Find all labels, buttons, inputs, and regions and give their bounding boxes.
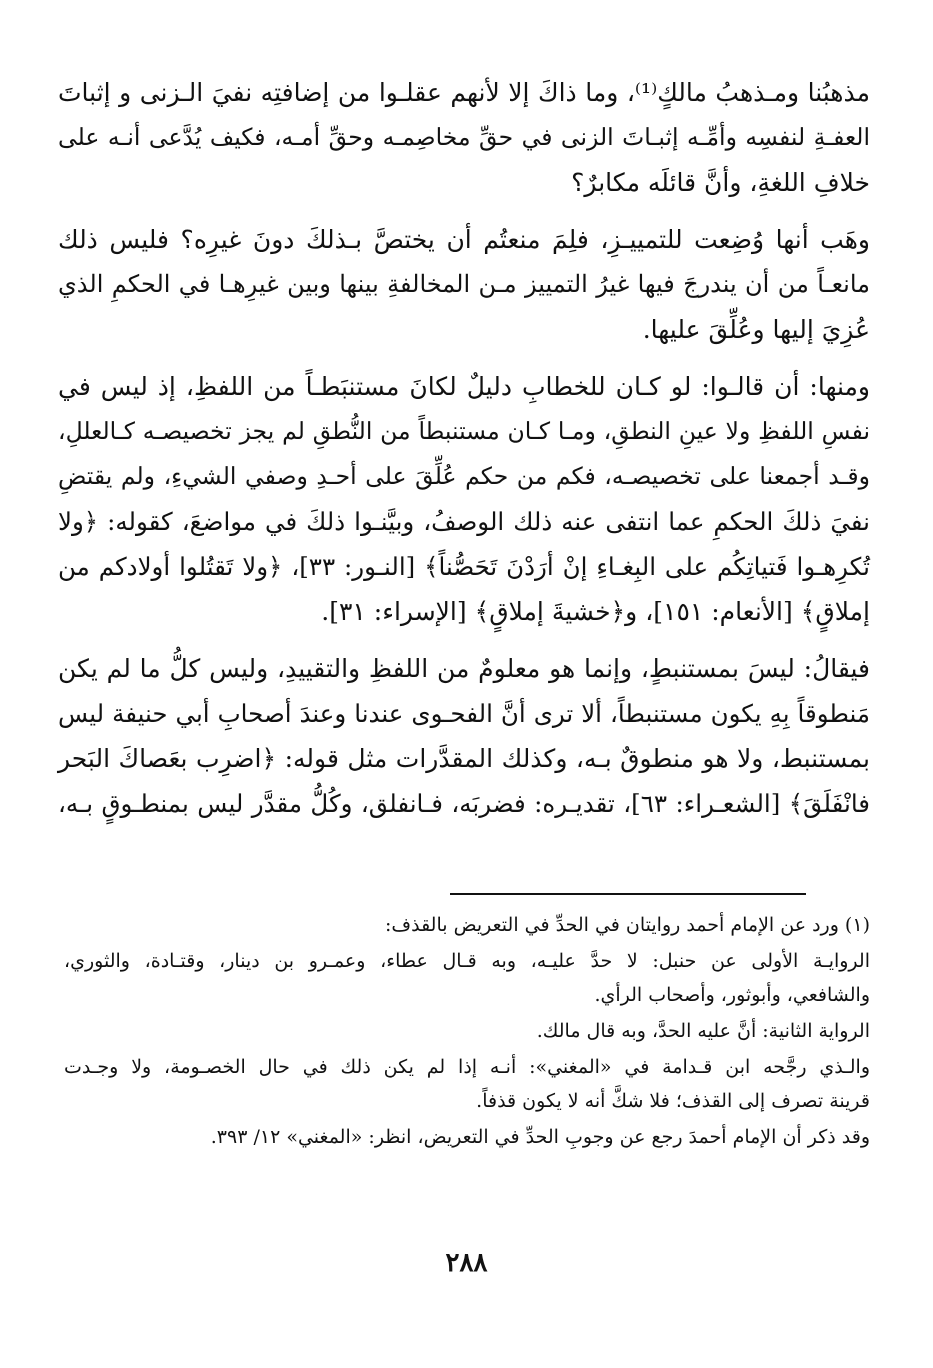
text-line: مَنطوقاً بِهِ يكون مستنبطاً، ألا ترى أنَّ الفحـوى عندنا وعندَ أصحابِ أبي حنيفة ليس bbox=[58, 699, 870, 728]
text-line: وقـد أجمعنا على تخصيصـه، فكم من حكم عُلِّقَ على أحـدِ وصفي الشيءِ، ولم يقتضِ bbox=[58, 462, 870, 490]
footnote-line: والـذي رجَّحه ابن قـدامة في «المغني»: أنـه إذا لم يكن ذلك في حال الخصـومة، ولا وجـدت bbox=[64, 1056, 870, 1078]
page-number: ٢٨٨ bbox=[445, 1248, 488, 1278]
text-line: ومنها: أن قالـوا: لو كـان للخطابِ دليلٌ لكانَ مستنبَطـاً من اللفظِ، إذ ليس في bbox=[58, 372, 870, 401]
footnote-separator bbox=[450, 893, 806, 895]
footnote-line: وقد ذكر أن الإمام أحمدَ رجع عن وجوبِ الحدِّ في التعريض، انظر: «المغني» ١٢/ ٣٩٣. bbox=[210, 1126, 870, 1148]
text-line: خلافِ اللغةِ، وأنَّ قائلَه مكابرٌ؟ bbox=[571, 168, 870, 197]
text-line: مذهبُنا ومـذهبُ مالكٍ⁽¹⁾، وما ذاكَ إلا لأنهم عقلـوا من إضافتِه نفيَ الـزنى و إثباتَ bbox=[58, 78, 870, 107]
main-text bbox=[58, 70, 870, 838]
text-line: نفيَ ذلكَ الحكمِ عما انتفى عنه ذلك الوصفُ، وبيَّنـوا ذلكَ في مواضعَ، كقوله: ﴿ولا bbox=[58, 507, 870, 536]
footnote-line: (١) ورد عن الإمام أحمد روايتان في الحدِّ في التعريض بالقذف: bbox=[385, 914, 870, 936]
footnote-line: الرواية الثانية: أنَّ عليه الحدَّ، وبه قال مالك. bbox=[536, 1020, 870, 1042]
text-line: تُكرِهـوا فَتياتِكُم على البِغـاءِ إنْ أرَدْنَ تَحَصُّناً﴾ [النـور: ٣٣]، ﴿ولا تَقتُلوا أولادكم من bbox=[58, 552, 870, 581]
text-line: بمستنبط، ولا هو منطوقٌ بـه، وكذلك المقدَّرات مثل قوله: ﴿اضرِب بعَصاكَ البَحر bbox=[58, 744, 870, 773]
paragraph-3 bbox=[58, 364, 870, 634]
text-line: فانْفَلَقَ﴾ [الشعـراء: ٦٣]، تقديـره: فضربَه، فـانفلق، وكُلُّ مقدَّر ليس بمنطـوقٍ بـه، bbox=[58, 789, 870, 818]
text-line: فيقالُ: ليسَ بمستنبطٍ، وإنما هو معلومٌ من اللفظِ والتقييدِ، وليس كلُّ ما لم يكن bbox=[58, 654, 870, 683]
text-line: مانعـاً من أن يندرجَ فيها غيرُ التمييز مـن المخالفةِ بينها وبين غيرِهـا في الحكمِ الذي bbox=[58, 270, 870, 298]
text-line: العفـةِ لنفسِه وأمِّـه إثبـاتَ الزنى في حقِّ مخاصِمـه وحقِّ أمـه، فكيف يُدَّعى أنـه على bbox=[58, 123, 870, 151]
text-line: إملاقٍ﴾ [الأنعام: ١٥١]، و﴿خشيةَ إملاقٍ﴾ [الإسراء: ٣١]. bbox=[321, 597, 870, 626]
footnote-line: قرينة تصرف إلى القذف؛ فلا شكَّ أنه لا يكون قذفاً. bbox=[476, 1090, 870, 1112]
footnote-line: والشافعي، وأبوثور، وأصحاب الرأي. bbox=[594, 984, 870, 1006]
footnotes bbox=[64, 910, 870, 1158]
text-line: عُزِيَ إليها وعُلِّقَ عليها. bbox=[642, 315, 870, 344]
footnote-line: الروايـة الأولى عن حنبل: لا حدَّ عليـه، وبه قـال عطاء، وعمـرو بن دينار، وقتـادة، والثوري، bbox=[64, 950, 870, 972]
text-line: نفسِ اللفظِ ولا عينِ النطقِ، ومـا كـان مستنبطاً من النُّطقِ لم يجز تخصيصـه كـالعللِ، bbox=[58, 417, 870, 445]
paragraph-2 bbox=[58, 217, 870, 352]
paragraph-4 bbox=[58, 646, 870, 826]
text-line: وهَب أنها وُضِعت للتمييـزِ، فلِمَ منعتُم أن يختصَّ بـذلكَ دونَ غيرِه؟ فليس ذلك bbox=[58, 225, 870, 254]
paragraph-1 bbox=[58, 70, 870, 205]
